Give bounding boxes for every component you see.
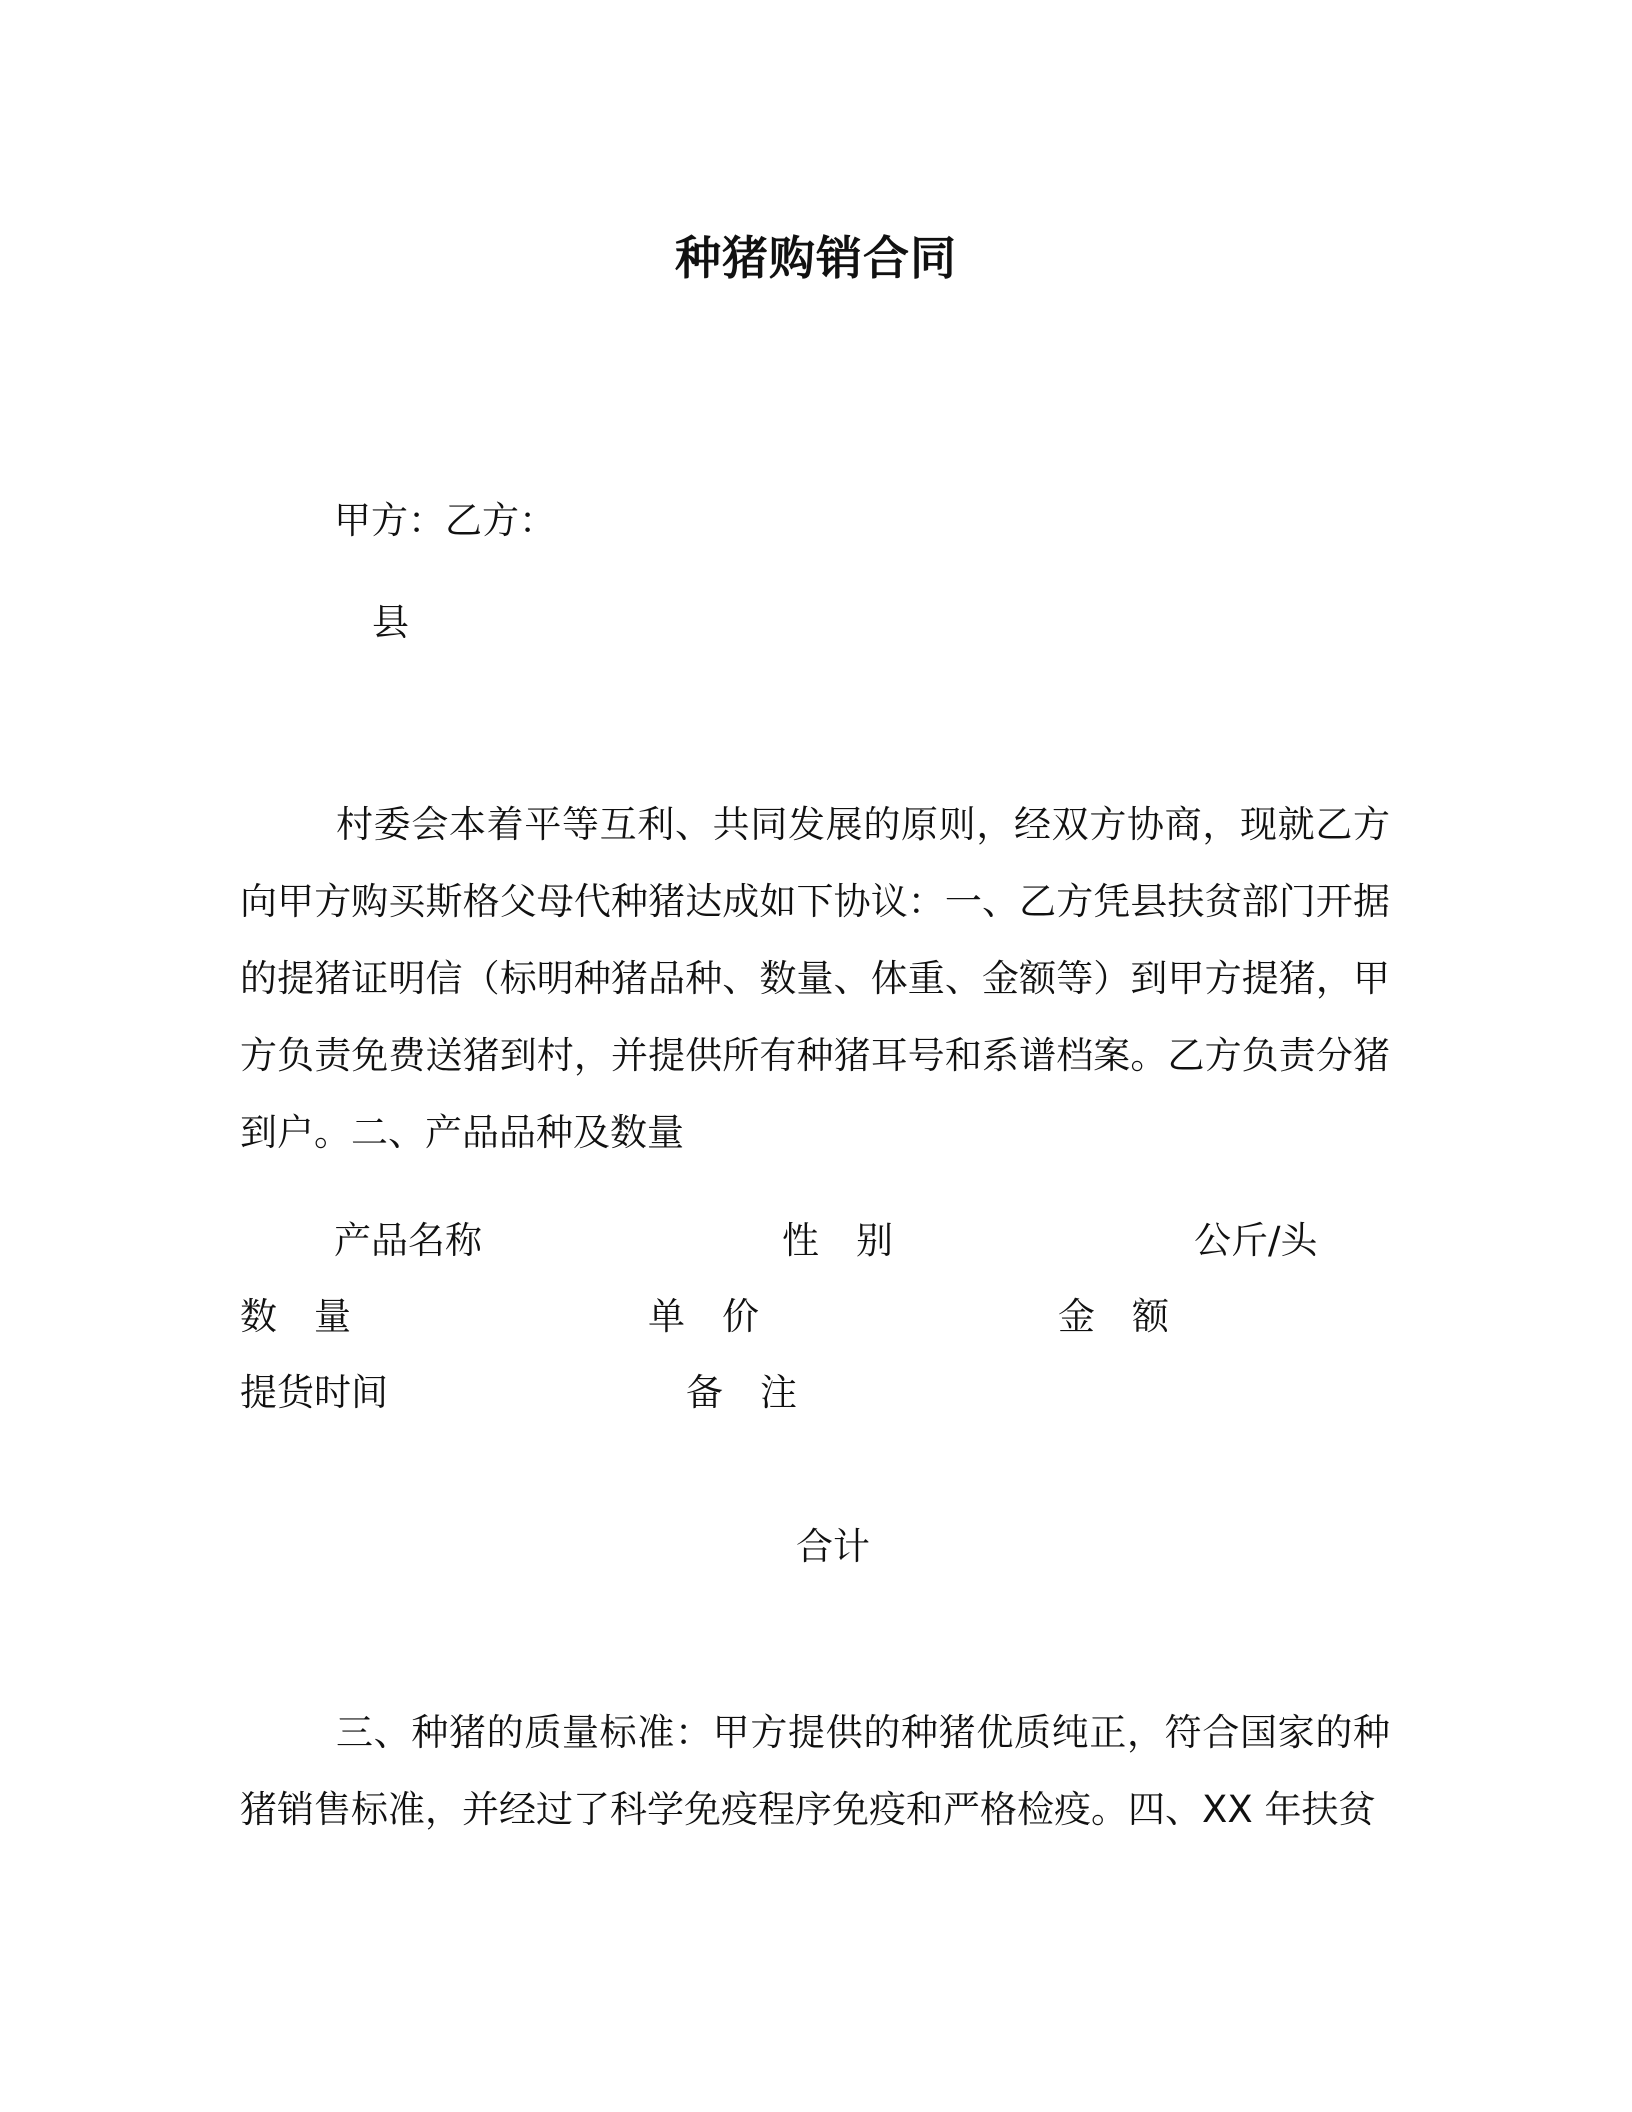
table-header-unit-price: 单 价: [648, 1295, 759, 1338]
table-header-product-name: 产品名称: [334, 1219, 482, 1262]
county-line: 县: [372, 601, 409, 644]
paragraph-1: 村委会本着平等互利、共同发展的原则，经双方协商，现就乙方向甲方购买斯格父母代种猪达成如下协议：一、乙方凭县扶贫部门开据的提猪证明信（标明种猪品种、数量、体重、金额等）到甲方提猪，甲方负责免费送猪到村，并提供所有种猪耳号和系谱档案。乙方负责分猪到户。二、产品品种及数量: [240, 803, 1390, 1154]
table-header-remarks: 备 注: [686, 1371, 797, 1414]
document-title: 种猪购销合同: [675, 231, 957, 285]
paragraph-2: 三、种猪的质量标准：甲方提供的种猪优质纯正，符合国家的种猪销售标准，并经过了科学免疫程序免疫和严格检疫。四、XX 年扶贫: [240, 1711, 1390, 1831]
table-header-pickup-time: 提货时间: [240, 1371, 388, 1414]
table-header-quantity: 数 量: [240, 1295, 351, 1338]
table-header-gender: 性 别: [782, 1219, 893, 1262]
total-label: 合计: [796, 1525, 870, 1568]
parties-line: 甲方：乙方：: [334, 499, 556, 542]
table-header-amount: 金 额: [1058, 1295, 1169, 1338]
table-header-weight: 公斤/头: [1194, 1219, 1318, 1262]
